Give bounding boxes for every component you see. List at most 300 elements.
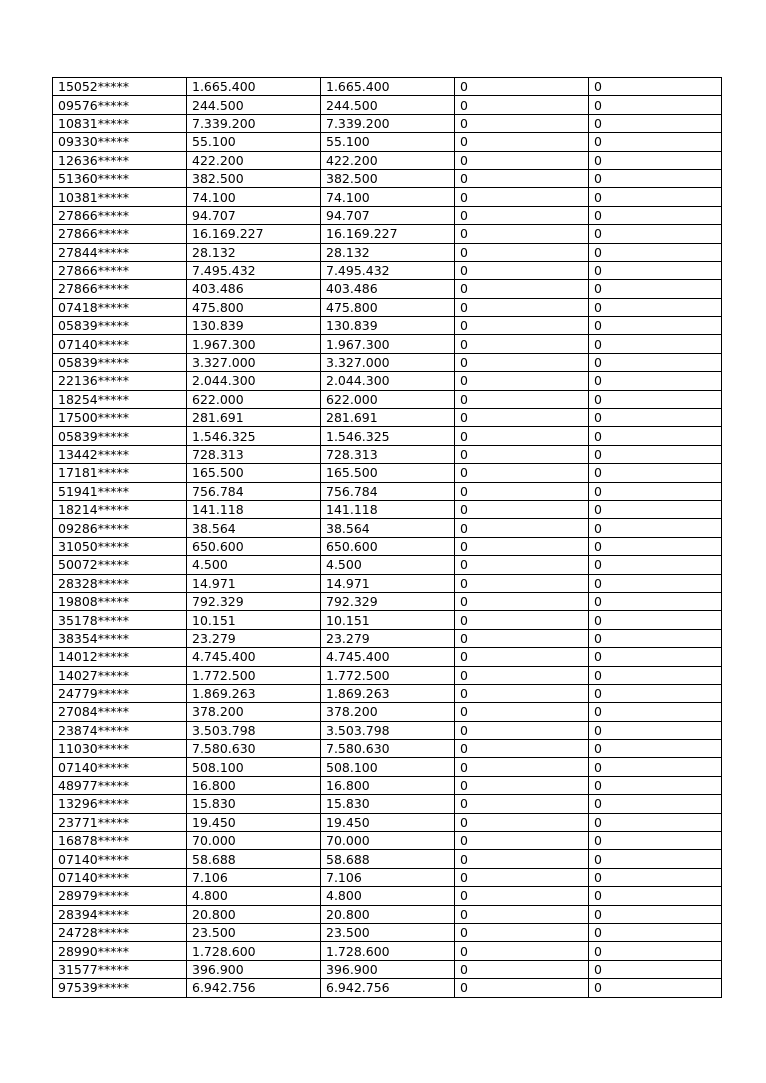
value-cell-a: 0: [455, 372, 589, 390]
value-cell-b: 0: [589, 206, 722, 224]
value-cell-b: 0: [589, 960, 722, 978]
value-cell-a: 0: [455, 629, 589, 647]
amount-cell: 7.495.432: [187, 261, 321, 279]
value-cell-a: 0: [455, 464, 589, 482]
value-cell-a: 0: [455, 206, 589, 224]
id-cell: 27844*****: [53, 243, 187, 261]
value-cell-a: 0: [455, 280, 589, 298]
id-cell: 07140*****: [53, 868, 187, 886]
amount-cell: 1.967.300: [187, 335, 321, 353]
data-table: [52, 77, 722, 998]
value-cell-a: 0: [455, 133, 589, 151]
amount-cell: 23.279: [187, 629, 321, 647]
amount-repeat-cell: 28.132: [321, 243, 455, 261]
value-cell-b: 0: [589, 776, 722, 794]
table-body: [53, 78, 722, 998]
value-cell-a: 0: [455, 169, 589, 187]
amount-repeat-cell: 55.100: [321, 133, 455, 151]
id-cell: 97539*****: [53, 979, 187, 997]
amount-cell: 378.200: [187, 703, 321, 721]
id-cell: 07140*****: [53, 850, 187, 868]
value-cell-a: 0: [455, 427, 589, 445]
value-cell-a: 0: [455, 188, 589, 206]
id-cell: 09576*****: [53, 96, 187, 114]
value-cell-b: 0: [589, 225, 722, 243]
value-cell-a: 0: [455, 813, 589, 831]
table-row: [53, 629, 722, 647]
value-cell-a: 0: [455, 243, 589, 261]
table-row: [53, 556, 722, 574]
amount-cell: 1.869.263: [187, 684, 321, 702]
id-cell: 14027*****: [53, 666, 187, 684]
value-cell-b: 0: [589, 703, 722, 721]
amount-cell: 7.339.200: [187, 114, 321, 132]
table-row: [53, 611, 722, 629]
value-cell-b: 0: [589, 684, 722, 702]
table-row: [53, 482, 722, 500]
amount-repeat-cell: 756.784: [321, 482, 455, 500]
value-cell-a: 0: [455, 519, 589, 537]
id-cell: 10831*****: [53, 114, 187, 132]
amount-cell: 94.707: [187, 206, 321, 224]
value-cell-b: 0: [589, 721, 722, 739]
amount-cell: 15.830: [187, 795, 321, 813]
amount-repeat-cell: 10.151: [321, 611, 455, 629]
amount-cell: 1.665.400: [187, 78, 321, 96]
amount-cell: 403.486: [187, 280, 321, 298]
id-cell: 27866*****: [53, 280, 187, 298]
amount-repeat-cell: 6.942.756: [321, 979, 455, 997]
table-row: [53, 703, 722, 721]
amount-repeat-cell: 281.691: [321, 409, 455, 427]
id-cell: 07418*****: [53, 298, 187, 316]
value-cell-a: 0: [455, 500, 589, 518]
value-cell-b: 0: [589, 574, 722, 592]
id-cell: 31050*****: [53, 537, 187, 555]
value-cell-b: 0: [589, 427, 722, 445]
value-cell-a: 0: [455, 960, 589, 978]
id-cell: 24779*****: [53, 684, 187, 702]
amount-repeat-cell: 94.707: [321, 206, 455, 224]
value-cell-b: 0: [589, 243, 722, 261]
table-row: [53, 390, 722, 408]
value-cell-b: 0: [589, 482, 722, 500]
amount-cell: 382.500: [187, 169, 321, 187]
value-cell-b: 0: [589, 832, 722, 850]
amount-repeat-cell: 382.500: [321, 169, 455, 187]
value-cell-b: 0: [589, 868, 722, 886]
table-row: [53, 280, 722, 298]
value-cell-b: 0: [589, 556, 722, 574]
amount-repeat-cell: 74.100: [321, 188, 455, 206]
amount-repeat-cell: 58.688: [321, 850, 455, 868]
amount-repeat-cell: 20.800: [321, 905, 455, 923]
id-cell: 50072*****: [53, 556, 187, 574]
table-row: [53, 740, 722, 758]
value-cell-a: 0: [455, 923, 589, 941]
table-row: [53, 409, 722, 427]
id-cell: 23771*****: [53, 813, 187, 831]
amount-cell: 1.546.325: [187, 427, 321, 445]
amount-cell: 58.688: [187, 850, 321, 868]
id-cell: 18254*****: [53, 390, 187, 408]
value-cell-a: 0: [455, 611, 589, 629]
value-cell-b: 0: [589, 813, 722, 831]
id-cell: 09286*****: [53, 519, 187, 537]
value-cell-b: 0: [589, 464, 722, 482]
value-cell-a: 0: [455, 96, 589, 114]
table-row: [53, 537, 722, 555]
value-cell-a: 0: [455, 482, 589, 500]
amount-cell: 508.100: [187, 758, 321, 776]
id-cell: 28328*****: [53, 574, 187, 592]
amount-repeat-cell: 1.728.600: [321, 942, 455, 960]
id-cell: 16878*****: [53, 832, 187, 850]
amount-repeat-cell: 1.772.500: [321, 666, 455, 684]
value-cell-a: 0: [455, 261, 589, 279]
table-row: [53, 519, 722, 537]
value-cell-b: 0: [589, 409, 722, 427]
amount-cell: 1.728.600: [187, 942, 321, 960]
value-cell-b: 0: [589, 740, 722, 758]
table-row: [53, 666, 722, 684]
value-cell-a: 0: [455, 225, 589, 243]
amount-repeat-cell: 244.500: [321, 96, 455, 114]
value-cell-a: 0: [455, 868, 589, 886]
value-cell-b: 0: [589, 96, 722, 114]
amount-repeat-cell: 650.600: [321, 537, 455, 555]
table-row: [53, 979, 722, 997]
value-cell-b: 0: [589, 261, 722, 279]
value-cell-a: 0: [455, 390, 589, 408]
amount-repeat-cell: 508.100: [321, 758, 455, 776]
table-row: [53, 298, 722, 316]
table-row: [53, 317, 722, 335]
value-cell-a: 0: [455, 905, 589, 923]
value-cell-a: 0: [455, 666, 589, 684]
amount-cell: 7.106: [187, 868, 321, 886]
table-row: [53, 78, 722, 96]
amount-cell: 130.839: [187, 317, 321, 335]
table-row: [53, 169, 722, 187]
amount-repeat-cell: 7.580.630: [321, 740, 455, 758]
amount-cell: 70.000: [187, 832, 321, 850]
value-cell-b: 0: [589, 905, 722, 923]
table-row: [53, 225, 722, 243]
amount-cell: 55.100: [187, 133, 321, 151]
table-row: [53, 795, 722, 813]
value-cell-a: 0: [455, 740, 589, 758]
value-cell-b: 0: [589, 850, 722, 868]
value-cell-b: 0: [589, 169, 722, 187]
table-row: [53, 684, 722, 702]
value-cell-b: 0: [589, 537, 722, 555]
table-row: [53, 445, 722, 463]
value-cell-b: 0: [589, 298, 722, 316]
amount-cell: 3.503.798: [187, 721, 321, 739]
amount-cell: 14.971: [187, 574, 321, 592]
amount-repeat-cell: 1.665.400: [321, 78, 455, 96]
id-cell: 10381*****: [53, 188, 187, 206]
value-cell-a: 0: [455, 592, 589, 610]
value-cell-b: 0: [589, 923, 722, 941]
id-cell: 13296*****: [53, 795, 187, 813]
value-cell-a: 0: [455, 317, 589, 335]
table-row: [53, 758, 722, 776]
amount-cell: 650.600: [187, 537, 321, 555]
table-row: [53, 648, 722, 666]
amount-cell: 16.800: [187, 776, 321, 794]
amount-cell: 10.151: [187, 611, 321, 629]
amount-cell: 792.329: [187, 592, 321, 610]
amount-cell: 281.691: [187, 409, 321, 427]
amount-repeat-cell: 378.200: [321, 703, 455, 721]
table-row: [53, 151, 722, 169]
amount-cell: 7.580.630: [187, 740, 321, 758]
amount-repeat-cell: 475.800: [321, 298, 455, 316]
amount-cell: 475.800: [187, 298, 321, 316]
value-cell-b: 0: [589, 390, 722, 408]
amount-repeat-cell: 2.044.300: [321, 372, 455, 390]
value-cell-b: 0: [589, 500, 722, 518]
amount-cell: 4.500: [187, 556, 321, 574]
id-cell: 22136*****: [53, 372, 187, 390]
value-cell-b: 0: [589, 519, 722, 537]
id-cell: 11030*****: [53, 740, 187, 758]
amount-repeat-cell: 622.000: [321, 390, 455, 408]
table-row: [53, 188, 722, 206]
value-cell-a: 0: [455, 887, 589, 905]
amount-repeat-cell: 141.118: [321, 500, 455, 518]
value-cell-a: 0: [455, 335, 589, 353]
value-cell-b: 0: [589, 317, 722, 335]
amount-repeat-cell: 165.500: [321, 464, 455, 482]
amount-repeat-cell: 16.169.227: [321, 225, 455, 243]
table-row: [53, 464, 722, 482]
id-cell: 23874*****: [53, 721, 187, 739]
amount-repeat-cell: 15.830: [321, 795, 455, 813]
amount-cell: 23.500: [187, 923, 321, 941]
id-cell: 17500*****: [53, 409, 187, 427]
value-cell-a: 0: [455, 556, 589, 574]
id-cell: 28394*****: [53, 905, 187, 923]
table-row: [53, 776, 722, 794]
amount-repeat-cell: 16.800: [321, 776, 455, 794]
amount-repeat-cell: 792.329: [321, 592, 455, 610]
id-cell: 27866*****: [53, 225, 187, 243]
value-cell-b: 0: [589, 133, 722, 151]
amount-cell: 422.200: [187, 151, 321, 169]
id-cell: 27866*****: [53, 261, 187, 279]
id-cell: 13442*****: [53, 445, 187, 463]
value-cell-a: 0: [455, 78, 589, 96]
id-cell: 28990*****: [53, 942, 187, 960]
value-cell-b: 0: [589, 114, 722, 132]
value-cell-b: 0: [589, 78, 722, 96]
id-cell: 19808*****: [53, 592, 187, 610]
value-cell-a: 0: [455, 776, 589, 794]
value-cell-b: 0: [589, 795, 722, 813]
table-row: [53, 114, 722, 132]
amount-repeat-cell: 3.327.000: [321, 353, 455, 371]
amount-repeat-cell: 23.279: [321, 629, 455, 647]
amount-cell: 244.500: [187, 96, 321, 114]
value-cell-a: 0: [455, 648, 589, 666]
amount-repeat-cell: 1.546.325: [321, 427, 455, 445]
id-cell: 28979*****: [53, 887, 187, 905]
value-cell-b: 0: [589, 629, 722, 647]
id-cell: 05839*****: [53, 427, 187, 445]
value-cell-a: 0: [455, 537, 589, 555]
amount-repeat-cell: 38.564: [321, 519, 455, 537]
table-row: [53, 832, 722, 850]
amount-repeat-cell: 396.900: [321, 960, 455, 978]
amount-cell: 28.132: [187, 243, 321, 261]
amount-repeat-cell: 23.500: [321, 923, 455, 941]
table-row: [53, 353, 722, 371]
value-cell-a: 0: [455, 151, 589, 169]
table-row: [53, 133, 722, 151]
table-row: [53, 243, 722, 261]
value-cell-b: 0: [589, 666, 722, 684]
amount-cell: 141.118: [187, 500, 321, 518]
table-row: [53, 923, 722, 941]
amount-cell: 20.800: [187, 905, 321, 923]
value-cell-a: 0: [455, 721, 589, 739]
value-cell-a: 0: [455, 942, 589, 960]
id-cell: 31577*****: [53, 960, 187, 978]
amount-repeat-cell: 403.486: [321, 280, 455, 298]
table-row: [53, 850, 722, 868]
amount-cell: 756.784: [187, 482, 321, 500]
value-cell-b: 0: [589, 887, 722, 905]
value-cell-b: 0: [589, 758, 722, 776]
value-cell-a: 0: [455, 298, 589, 316]
amount-repeat-cell: 7.495.432: [321, 261, 455, 279]
id-cell: 27084*****: [53, 703, 187, 721]
id-cell: 15052*****: [53, 78, 187, 96]
amount-cell: 4.745.400: [187, 648, 321, 666]
id-cell: 05839*****: [53, 353, 187, 371]
amount-repeat-cell: 4.745.400: [321, 648, 455, 666]
value-cell-b: 0: [589, 353, 722, 371]
value-cell-a: 0: [455, 353, 589, 371]
value-cell-a: 0: [455, 684, 589, 702]
table-row: [53, 905, 722, 923]
id-cell: 17181*****: [53, 464, 187, 482]
table-row: [53, 206, 722, 224]
value-cell-a: 0: [455, 979, 589, 997]
table-row: [53, 261, 722, 279]
amount-repeat-cell: 728.313: [321, 445, 455, 463]
amount-cell: 1.772.500: [187, 666, 321, 684]
value-cell-a: 0: [455, 832, 589, 850]
value-cell-a: 0: [455, 574, 589, 592]
amount-cell: 6.942.756: [187, 979, 321, 997]
value-cell-b: 0: [589, 335, 722, 353]
amount-repeat-cell: 422.200: [321, 151, 455, 169]
value-cell-a: 0: [455, 445, 589, 463]
amount-cell: 16.169.227: [187, 225, 321, 243]
value-cell-a: 0: [455, 114, 589, 132]
id-cell: 24728*****: [53, 923, 187, 941]
id-cell: 07140*****: [53, 335, 187, 353]
value-cell-b: 0: [589, 648, 722, 666]
id-cell: 05839*****: [53, 317, 187, 335]
amount-cell: 38.564: [187, 519, 321, 537]
id-cell: 14012*****: [53, 648, 187, 666]
value-cell-b: 0: [589, 942, 722, 960]
value-cell-b: 0: [589, 372, 722, 390]
id-cell: 35178*****: [53, 611, 187, 629]
amount-repeat-cell: 70.000: [321, 832, 455, 850]
id-cell: 12636*****: [53, 151, 187, 169]
amount-cell: 728.313: [187, 445, 321, 463]
amount-cell: 622.000: [187, 390, 321, 408]
amount-repeat-cell: 7.106: [321, 868, 455, 886]
value-cell-a: 0: [455, 703, 589, 721]
table-row: [53, 372, 722, 390]
amount-repeat-cell: 4.800: [321, 887, 455, 905]
id-cell: 38354*****: [53, 629, 187, 647]
value-cell-b: 0: [589, 979, 722, 997]
amount-repeat-cell: 4.500: [321, 556, 455, 574]
table-row: [53, 960, 722, 978]
value-cell-b: 0: [589, 280, 722, 298]
value-cell-a: 0: [455, 850, 589, 868]
table-row: [53, 813, 722, 831]
amount-cell: 3.327.000: [187, 353, 321, 371]
id-cell: 48977*****: [53, 776, 187, 794]
amount-repeat-cell: 1.869.263: [321, 684, 455, 702]
value-cell-a: 0: [455, 795, 589, 813]
value-cell-a: 0: [455, 409, 589, 427]
table-row: [53, 592, 722, 610]
id-cell: 07140*****: [53, 758, 187, 776]
amount-repeat-cell: 130.839: [321, 317, 455, 335]
value-cell-b: 0: [589, 151, 722, 169]
table-row: [53, 942, 722, 960]
table-row: [53, 868, 722, 886]
table-row: [53, 721, 722, 739]
table-row: [53, 427, 722, 445]
value-cell-b: 0: [589, 188, 722, 206]
amount-repeat-cell: 19.450: [321, 813, 455, 831]
table-row: [53, 96, 722, 114]
id-cell: 51360*****: [53, 169, 187, 187]
table-row: [53, 500, 722, 518]
amount-cell: 396.900: [187, 960, 321, 978]
amount-cell: 74.100: [187, 188, 321, 206]
table-row: [53, 335, 722, 353]
value-cell-a: 0: [455, 758, 589, 776]
amount-repeat-cell: 3.503.798: [321, 721, 455, 739]
table-row: [53, 887, 722, 905]
amount-cell: 165.500: [187, 464, 321, 482]
id-cell: 51941*****: [53, 482, 187, 500]
value-cell-b: 0: [589, 592, 722, 610]
id-cell: 09330*****: [53, 133, 187, 151]
id-cell: 18214*****: [53, 500, 187, 518]
value-cell-b: 0: [589, 611, 722, 629]
amount-repeat-cell: 7.339.200: [321, 114, 455, 132]
value-cell-b: 0: [589, 445, 722, 463]
table-row: [53, 574, 722, 592]
amount-cell: 2.044.300: [187, 372, 321, 390]
amount-repeat-cell: 1.967.300: [321, 335, 455, 353]
id-cell: 27866*****: [53, 206, 187, 224]
amount-repeat-cell: 14.971: [321, 574, 455, 592]
